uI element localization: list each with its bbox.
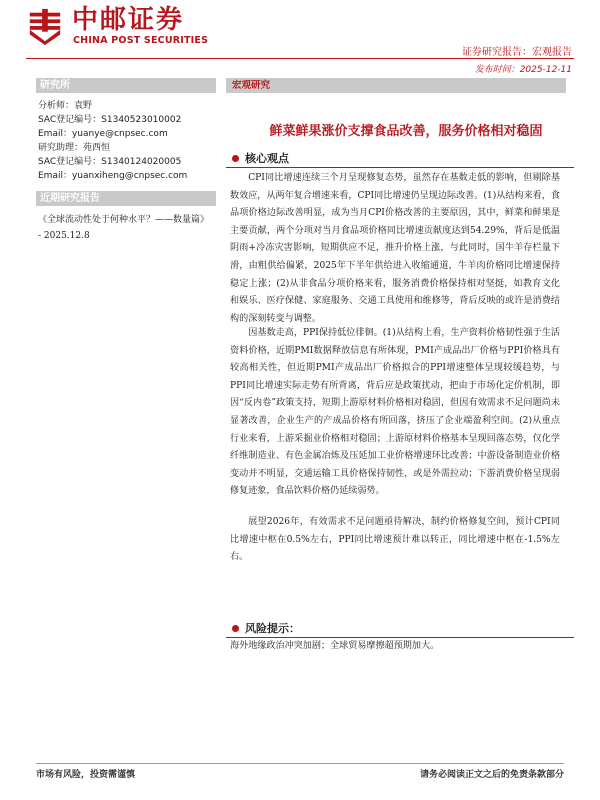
footer-risk-note: 市场有风险，投资需谨慎 <box>36 770 136 780</box>
analyst-email[interactable]: Email：yuanye@cnpsec.com <box>38 129 168 139</box>
core-views-heading <box>232 150 289 166</box>
core-views-label: 核心观点 <box>245 152 289 165</box>
logo-english-name: CHINA POST SECURITIES <box>73 35 209 46</box>
publish-date: 发布时间：2025-12-11 <box>474 65 572 75</box>
risk-text: 海外地缘政治冲突加剧；全球贸易摩擦超预期加大。 <box>230 641 440 651</box>
risk-heading <box>232 620 300 636</box>
footer-disclaimer: 请务必阅读正文之后的免责条款部分 <box>419 770 564 780</box>
recent-report-link[interactable]: 《全球流动性处于何种水平？——数量篇》 - 2025.12.8 <box>38 215 210 241</box>
logo-chinese-name: 中邮证券 <box>72 5 185 35</box>
company-logo <box>26 5 216 49</box>
china-post-logo-icon <box>26 7 64 45</box>
report-type: 证券研究报告：宏观报告 <box>462 47 572 58</box>
paragraph-ppi: 因基数走高，PPI保持低位徘徊。(1)从结构上看，生产资料价格韧性强于生活资料价格，近期PMI数据释放信息有所体现，PMI产成品出厂价格与PPI价格具有较高相关性，但近期PMI产成品出厂价格拟合的PPI增速整体呈现较缓趋势，与PPI同比增速实际走势有所背离，背后应是政策扰动，把由于市场化定价机制，即因“反内卷”政策支持，短期上游原材料价格相对稳固，但因有效需求不足问题尚未显著改善，企业生产的产成品价格有所回落，挤压了企业端盈利空间。(2)从重点行业来看，上游采掘业价格相对稳固；上游原材料价格基本呈现回落态势，仅化学纤维制造业、有色金属冶炼及压延加工业价格增速环比改善；中游设备制造业价格变动并不明显，交通运输工具价格保持韧性，或是外需拉动；下游消费价格呈现弱修复迹象，食品饮料价格仍延续弱势。 <box>230 328 560 497</box>
report-title: 鲜菜鲜果涨价支撑食品改善，服务价格相对稳固 <box>269 124 543 139</box>
bullet-icon <box>232 625 239 632</box>
sidebar <box>36 78 216 250</box>
footer-divider <box>36 763 564 764</box>
research-institute-header: 研究所 <box>36 78 216 93</box>
bullet-icon <box>232 155 239 162</box>
recent-reports-header: 近期研究报告 <box>36 191 216 206</box>
paragraph-cpi: CPI同比增速连续三个月呈现修复态势，虽然存在基数走低的影响，但剔除基数效应，从两年复合增速来看，CPI同比增速仍呈现边际改善。(1)从结构来看，食品项价格边际改善明显，成为当月CPI价格改善的主要原因，其中，鲜菜和鲜果是主要贡献，两个分项对当月食品项价格同比增速贡献度达到54.29%，背后是低温阴雨+冷冻灾害影响，短期供应不足，推升价格上涨，与此同时，国牛羊存栏量下滑，由粗供给偏紧，2025年下半年供给进入收缩通道，牛羊肉价格同比增速保持稳定上涨；(2)从非食品分项价格来看，服务消费价格保持相对坚挺，如教育文化和娱乐、医疗保健、家庭服务、交通工具使用和维修等，背后反映的或许是消费结构的深刻转变与调整。 <box>230 173 560 324</box>
analyst-info <box>36 93 216 191</box>
analyst-name: 分析师：袁野 <box>38 101 93 111</box>
main-content <box>226 78 566 93</box>
assistant-email[interactable]: Email：yuanxiheng@cnpsec.com <box>38 171 188 181</box>
core-views-divider <box>226 167 574 168</box>
risk-label: 风险提示： <box>245 622 300 635</box>
header-divider <box>26 58 574 59</box>
paragraph-outlook: 展望2026年，有效需求不足问题亟待解决，制约价格修复空间，预计CPI同比增速中枢在0.5%左右，PPI同比增速预计难以转正，同比增速中枢在-1.5%左右。 <box>230 517 560 563</box>
assistant-sac-number: SAC登记编号：S1340124020005 <box>38 157 182 167</box>
report-category: 宏观研究 <box>226 78 566 93</box>
analyst-sac-number: SAC登记编号：S1340523010002 <box>38 115 182 125</box>
assistant-name: 研究助理：苑西恒 <box>38 143 111 153</box>
